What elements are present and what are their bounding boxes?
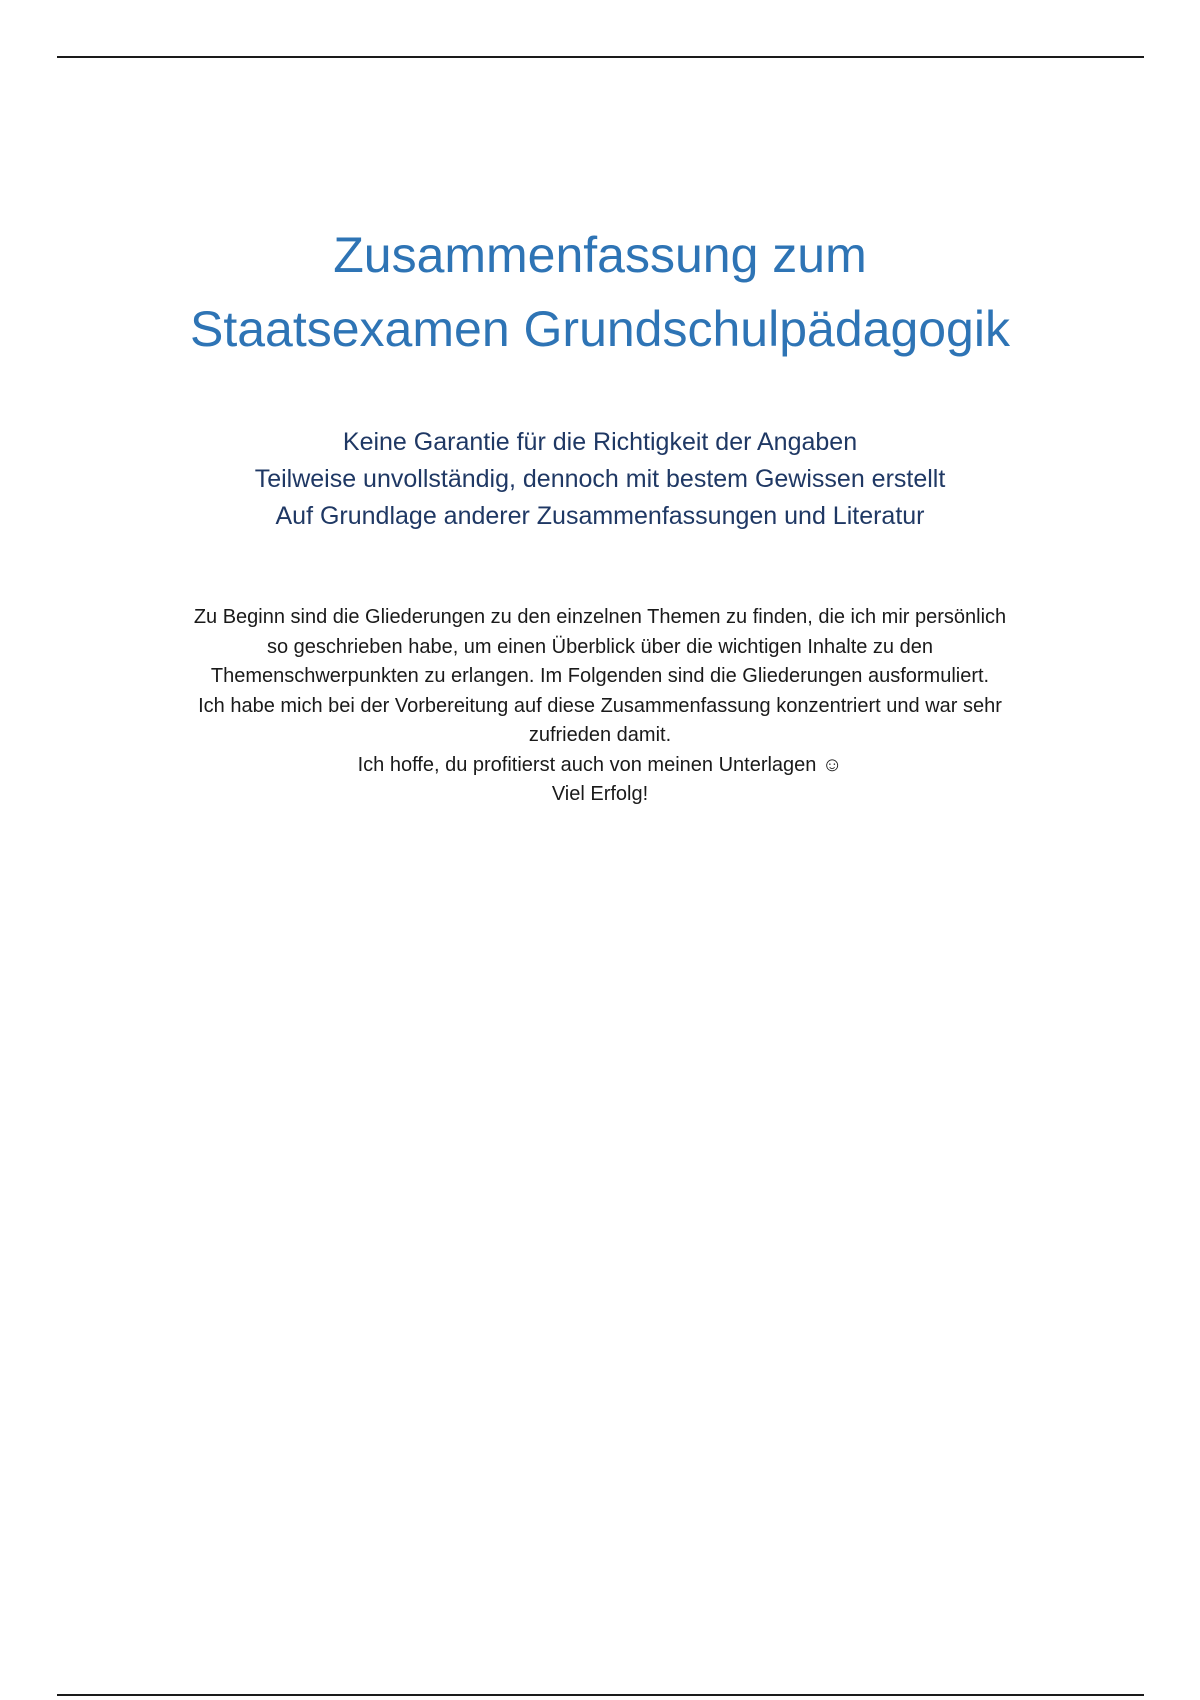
- intro-line-1: Zu Beginn sind die Gliederungen zu den einzelnen Themen zu finden, die ich mir persönlich: [193, 606, 1007, 628]
- intro-line-6: Ich hoffe, du profitierst auch von meinen Unterlagen ☺: [357, 753, 843, 776]
- intro-line-4: Ich habe mich bei der Vorbereitung auf diese Zusammenfassung konzentriert und war sehr: [198, 694, 1002, 717]
- disclaimer-line-1: Keine Garantie für die Richtigkeit der Angaben: [342, 428, 858, 456]
- title-line-2: Staatsexamen Grundschulpädagogik: [190, 301, 1010, 357]
- intro-line-2: so geschrieben habe, um einen Überblick über die wichtigen Inhalte zu den: [267, 635, 933, 658]
- disclaimer-line-2: Teilweise unvollständig, dennoch mit bestem Gewissen erstellt: [254, 465, 946, 493]
- footer-rule: [57, 1694, 1144, 1696]
- intro-line-3: Themenschwerpunkten zu erlangen. Im Folgenden sind die Gliederungen ausformuliert.: [210, 665, 990, 687]
- header-rule: [57, 56, 1144, 58]
- intro-line-7: Viel Erfolg!: [551, 783, 649, 805]
- disclaimer-block: [0, 424, 1200, 535]
- document-title: [0, 218, 1200, 366]
- disclaimer-line-3: Auf Grundlage anderer Zusammenfassungen und Literatur: [275, 502, 925, 530]
- intro-line-5: zufrieden damit.: [528, 724, 672, 746]
- intro-paragraph: [0, 603, 1200, 810]
- title-line-1: Zusammenfassung zum: [333, 227, 867, 283]
